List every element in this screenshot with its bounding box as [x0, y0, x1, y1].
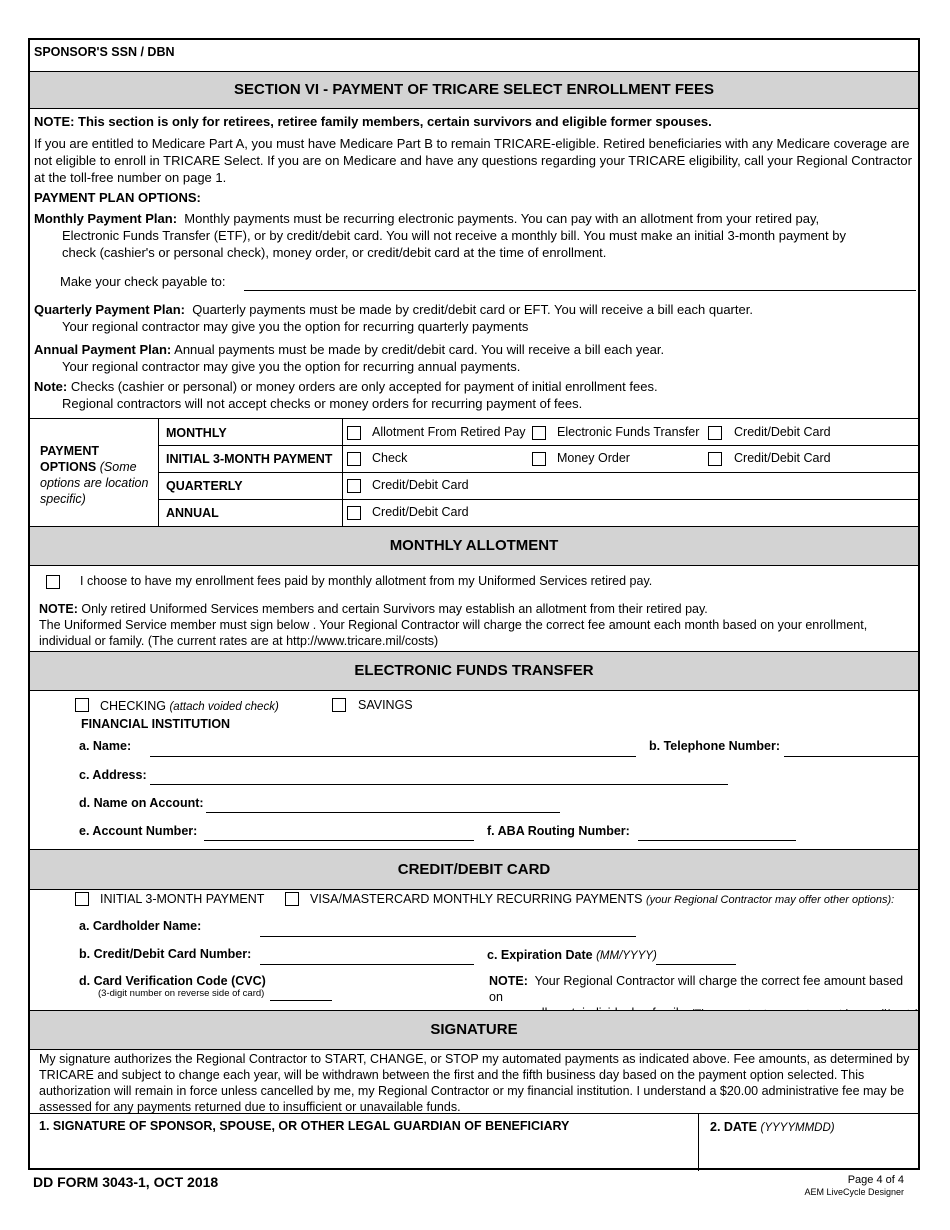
institution-heading: FINANCIAL INSTITUTION	[81, 717, 231, 731]
quarterly-card-option-label: Credit/Debit Card	[372, 478, 469, 492]
cardholder-label: a. Cardholder Name:	[79, 919, 202, 933]
cvc-label: d. Card Verification Code (CVC)	[79, 974, 266, 988]
card-note-label: NOTE:	[489, 974, 528, 988]
eft-name-label: a. Name:	[79, 739, 132, 753]
initial-card-checkbox[interactable]	[708, 452, 722, 466]
quarterly-plan-text	[34, 302, 753, 335]
monthly-plan-line2: Electronic Funds Transfer (ETF), or by credit/debit card. You will not receive a monthly bill. You must make an initial 3-month payment by	[62, 228, 846, 243]
card-initial-label: INITIAL 3-MONTH PAYMENT	[100, 892, 265, 906]
monthly-plan-line1: Monthly payments must be recurring electronic payments. You can pay with an allotment from your retired pay,	[184, 211, 820, 226]
divider	[158, 499, 918, 500]
initial-card-option-label: Credit/Debit Card	[734, 451, 831, 465]
annual-plan-label: Annual Payment Plan:	[34, 342, 172, 357]
annual-card-checkbox[interactable]	[347, 506, 361, 520]
card-number-label: b. Credit/Debit Card Number:	[79, 947, 252, 961]
checks-note-line1: Checks (cashier or personal) or money orders are only accepted for payment of initial enrollment fees.	[70, 379, 658, 394]
allotment-option-label: Allotment From Retired Pay	[372, 425, 526, 439]
page-number: Page 4 of 4	[847, 1174, 904, 1186]
checking-note: (attach voided check)	[169, 701, 279, 713]
cardholder-field[interactable]	[260, 936, 636, 937]
designer-label: AEM LiveCycle Designer	[804, 1187, 904, 1197]
card-recurring-label	[310, 891, 894, 908]
row-label-quarterly: QUARTERLY	[166, 479, 243, 493]
signature-line1: My signature authorizes the Regional Contractor to START, CHANGE, or STOP my automated payments as indicated above. Fee amounts, as determined by	[39, 1052, 910, 1066]
card-title: CREDIT/DEBIT CARD	[30, 849, 918, 890]
allotment-note-label: NOTE:	[39, 602, 78, 616]
payment-options-label	[40, 443, 152, 507]
eft-address-field[interactable]	[150, 784, 728, 785]
signature-title: SIGNATURE	[30, 1010, 918, 1050]
allotment-note-line1: Only retired Uniformed Services members and certain Survivors may establish an allotment from their retired pay.	[81, 602, 708, 616]
allotment-choice-text: I choose to have my enrollment fees paid by monthly allotment from my Uniformed Services retired pay.	[80, 574, 653, 588]
signature-line3: authorization will remain in force unless cancelled by me, my Regional Contractor or my financial institution. I understand a $20.00 administrative fee may be	[39, 1084, 905, 1098]
expiration-format: (MM/YYYY)	[596, 950, 657, 962]
savings-label: SAVINGS	[358, 698, 413, 712]
signature-line4: assessed for any payments returned due to insufficient or unavailable funds.	[39, 1100, 461, 1114]
check-payable-field[interactable]	[244, 290, 916, 291]
eft-telephone-field[interactable]	[784, 756, 918, 757]
payment-options-label-bold: PAYMENT OPTIONS	[40, 444, 100, 474]
eft-account-number-field[interactable]	[204, 840, 474, 841]
section-note: NOTE: This section is only for retirees, retiree family members, certain survivors and eligible former spouses.	[34, 114, 712, 129]
form-page	[28, 38, 920, 1170]
annual-plan-text	[34, 342, 664, 375]
annual-plan-line1: Annual payments must be made by credit/debit card. You will receive a bill each year.	[174, 342, 665, 357]
expiration-label	[487, 947, 657, 964]
annual-card-option-label: Credit/Debit Card	[372, 505, 469, 519]
allotment-title: MONTHLY ALLOTMENT	[30, 526, 918, 566]
eft-telephone-label: b. Telephone Number:	[649, 739, 781, 753]
eft-checkbox[interactable]	[532, 426, 546, 440]
divider	[158, 445, 918, 446]
signature-field-label: 1. SIGNATURE OF SPONSOR, SPOUSE, OR OTHER LEGAL GUARDIAN OF BENEFICIARY	[39, 1119, 570, 1133]
quarterly-plan-line2: Your regional contractor may give you the option for recurring quarterly payments	[62, 319, 529, 334]
card-recurring-text: VISA/MASTERCARD MONTHLY RECURRING PAYMENTS	[310, 892, 643, 906]
check-option-label: Check	[372, 451, 408, 465]
section-title: SECTION VI - PAYMENT OF TRICARE SELECT ENROLLMENT FEES	[30, 71, 918, 109]
monthly-plan-label: Monthly Payment Plan:	[34, 211, 178, 226]
expiration-field[interactable]	[656, 964, 736, 965]
monthly-card-checkbox[interactable]	[708, 426, 722, 440]
eft-account-name-label: d. Name on Account:	[79, 796, 204, 810]
date-field-text: 2. DATE	[710, 1120, 757, 1134]
card-initial-checkbox[interactable]	[75, 892, 89, 906]
plan-options-heading: PAYMENT PLAN OPTIONS:	[34, 190, 201, 205]
allotment-note	[39, 601, 867, 649]
checks-note-label: Note:	[34, 379, 68, 394]
row-label-annual: ANNUAL	[166, 506, 219, 520]
divider	[30, 1113, 918, 1114]
check-payable-label: Make your check payable to:	[60, 274, 226, 289]
allotment-note-line3: individual or family. (The current rates are at http://www.tricare.mil/costs)	[39, 634, 439, 648]
eft-title: ELECTRONIC FUNDS TRANSFER	[30, 651, 918, 691]
row-label-initial: INITIAL 3-MONTH PAYMENT	[166, 452, 333, 466]
savings-checkbox[interactable]	[332, 698, 346, 712]
form-id: DD FORM 3043-1, OCT 2018	[33, 1174, 219, 1190]
money-order-checkbox[interactable]	[532, 452, 546, 466]
signature-line2: TRICARE and subject to change each year, will be withdrawn between the first and the fifth business day based on the payment option selected. This	[39, 1068, 865, 1082]
annual-plan-line2: Your regional contractor may give you the option for recurring annual payments.	[62, 359, 521, 374]
date-field[interactable]	[702, 1134, 916, 1170]
eft-account-number-label: e. Account Number:	[79, 824, 198, 838]
eft-option-label: Electronic Funds Transfer	[557, 425, 700, 439]
checks-note-line2: Regional contractors will not accept checks or money orders for recurring payment of fees.	[62, 396, 583, 411]
row-label-monthly: MONTHLY	[166, 426, 227, 440]
checking-text: CHECKING	[100, 699, 166, 713]
allotment-choice-checkbox[interactable]	[46, 575, 60, 589]
card-recurring-note: (your Regional Contractor may offer other options):	[645, 894, 895, 906]
allotment-checkbox[interactable]	[347, 426, 361, 440]
medicare-paragraph: If you are entitled to Medicare Part A, you must have Medicare Part B to remain TRICARE-eligible. Retired beneficiaries with any Medicare coverage are not eligible to enroll in TRICARE Select. If you are on Medicare and have any questions regarding your TRICARE eligibility, call your Regional Contractor at the toll-free number on page 1.	[34, 136, 912, 185]
monthly-plan-line3: check (cashier's or personal check), money order, or credit/debit card at the time of enrollment.	[62, 245, 607, 260]
monthly-card-option-label: Credit/Debit Card	[734, 425, 831, 439]
quarterly-plan-label: Quarterly Payment Plan:	[34, 302, 185, 317]
quarterly-card-checkbox[interactable]	[347, 479, 361, 493]
divider	[30, 418, 918, 419]
cvc-note: (3-digit number on reverse side of card)	[98, 988, 265, 999]
eft-account-name-field[interactable]	[206, 812, 560, 813]
divider	[698, 1113, 699, 1171]
checks-note-text	[34, 379, 658, 412]
eft-aba-field[interactable]	[638, 840, 796, 841]
monthly-plan-text	[34, 211, 918, 261]
date-field-format: (YYYYMMDD)	[760, 1122, 835, 1134]
signature-authorization	[39, 1051, 919, 1115]
signature-field[interactable]	[34, 1134, 694, 1170]
allotment-note-line2: The Uniformed Service member must sign below . Your Regional Contractor will charge the correct fee amount each month based on your enrollment,	[39, 618, 868, 632]
checking-checkbox[interactable]	[75, 698, 89, 712]
eft-address-label: c. Address:	[79, 768, 147, 782]
check-checkbox[interactable]	[347, 452, 361, 466]
expiration-text: c. Expiration Date	[487, 948, 593, 962]
card-note-line1: Your Regional Contractor will charge the correct fee amount based on	[489, 974, 904, 1004]
cvc-field[interactable]	[270, 1000, 332, 1001]
card-recurring-checkbox[interactable]	[285, 892, 299, 906]
payment-options-label-italic: (Some options are location specific)	[40, 460, 149, 506]
checking-label	[100, 698, 279, 715]
divider	[158, 472, 918, 473]
money-order-option-label: Money Order	[557, 451, 630, 465]
card-number-field[interactable]	[260, 964, 474, 965]
quarterly-plan-line1: Quarterly payments must be made by credit/debit card or EFT. You will receive a bill each quarter.	[192, 302, 753, 317]
eft-name-field[interactable]	[150, 756, 636, 757]
sponsor-ssn-label: SPONSOR'S SSN / DBN	[34, 45, 175, 59]
eft-aba-label: f. ABA Routing Number:	[487, 824, 630, 838]
